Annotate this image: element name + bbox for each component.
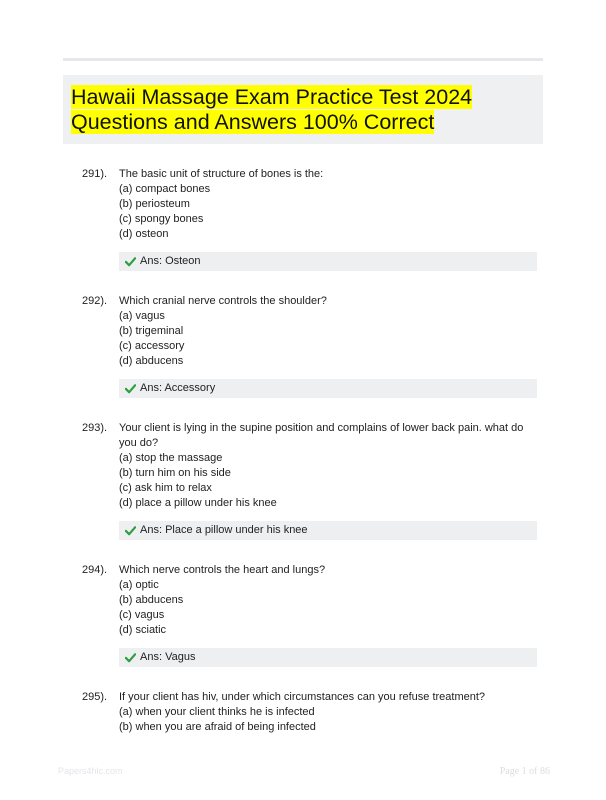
option-b: (b) trigeminal [119, 325, 184, 337]
question-number: 295). [82, 691, 108, 703]
question-text: Which nerve controls the heart and lungs? [119, 564, 326, 576]
page-number: Page 1 of 86 [499, 766, 550, 777]
check-icon [125, 525, 136, 536]
option-a: (a) compact bones [119, 183, 211, 195]
title-line-1: Hawaii Massage Exam Practice Test 2024 [71, 85, 473, 109]
option-b: (b) turn him on his side [119, 467, 231, 479]
footer-watermark: Papers4hlc.com [58, 766, 123, 776]
option-d: (d) sciatic [119, 624, 167, 636]
question-text: Your client is lying in the supine position and complains of lower back pain. what do you do? [119, 422, 524, 449]
option-c: (c) ask him to relax [119, 482, 212, 494]
option-a: (a) optic [119, 579, 159, 591]
option-d: (d) abducens [119, 355, 184, 367]
option-a: (a) vagus [119, 310, 165, 322]
option-b: (b) periosteum [119, 198, 190, 210]
question-item [0, 421, 537, 540]
option-d: (d) osteon [119, 228, 169, 240]
question-text: If your client has hiv, under which circumstances can you refuse treatment? [119, 691, 486, 703]
title-banner [63, 75, 543, 144]
option-c: (c) accessory [119, 340, 185, 352]
option-b: (b) when you are afraid of being infected [119, 721, 316, 733]
top-divider [63, 58, 543, 61]
answer-box [119, 648, 537, 667]
check-icon [125, 652, 136, 663]
question-number: 294). [82, 564, 108, 576]
question-number: 293). [82, 422, 108, 434]
option-c: (c) vagus [119, 609, 165, 621]
answer-box [119, 379, 537, 398]
option-b: (b) abducens [119, 594, 184, 606]
answer-text: Ans: Accessory [140, 382, 216, 394]
document-title [71, 85, 472, 135]
answer-text: Ans: Place a pillow under his knee [140, 524, 308, 536]
question-item [0, 563, 537, 667]
answer-text: Ans: Osteon [140, 255, 201, 267]
question-list [0, 167, 606, 758]
answer-text: Ans: Vagus [140, 651, 196, 663]
option-c: (c) spongy bones [119, 213, 204, 225]
question-item [0, 167, 537, 271]
title-line-2: Questions and Answers 100% Correct [71, 110, 435, 134]
answer-box [119, 252, 537, 271]
option-a: (a) stop the massage [119, 452, 223, 464]
option-d: (d) place a pillow under his knee [119, 497, 277, 509]
question-text: Which cranial nerve controls the shoulder? [119, 295, 327, 307]
question-number: 292). [82, 295, 108, 307]
check-icon [125, 256, 136, 267]
question-item [0, 690, 537, 735]
question-item [0, 294, 537, 398]
check-icon [125, 383, 136, 394]
option-a: (a) when your client thinks he is infected [119, 706, 315, 718]
question-text: The basic unit of structure of bones is the: [119, 168, 324, 180]
answer-box [119, 521, 537, 540]
question-number: 291). [82, 168, 108, 180]
